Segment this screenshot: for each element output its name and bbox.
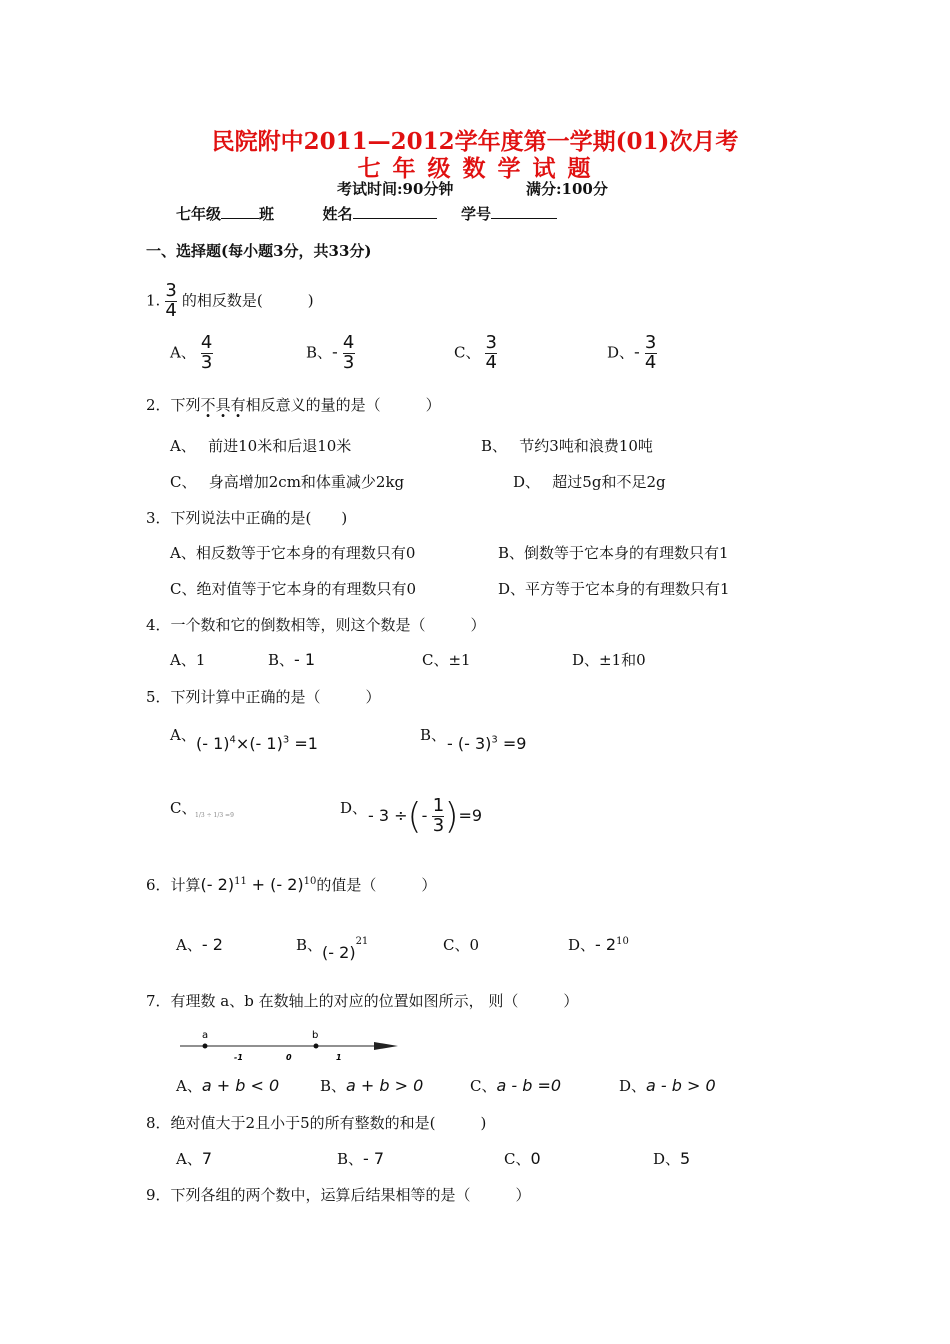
q3-option-b[interactable]: B、倒数等于它本身的有理数只有1 xyxy=(498,544,729,562)
q4-option-b[interactable] xyxy=(268,649,315,670)
q1-opt-d-den: 4 xyxy=(644,351,657,373)
point-b-label: b xyxy=(312,1030,319,1041)
tick-1: 1 xyxy=(336,1053,342,1062)
question-4: 4．一个数和它的倒数相等，则这个数是（ ） xyxy=(146,616,486,634)
question-5: 5．下列计算中正确的是（ ） xyxy=(146,688,381,706)
q1-fraction xyxy=(165,282,177,321)
q6-d-val: - 2 xyxy=(595,935,617,954)
q1-opt-c-label: C、 xyxy=(454,343,481,362)
q1-opt-d-label: D、 xyxy=(607,343,635,362)
q1-opt-a-label: A、 xyxy=(170,343,196,362)
q6-a-val: - 2 xyxy=(201,935,223,954)
q5-option-c-label[interactable]: C、 xyxy=(170,799,197,817)
question-2 xyxy=(146,394,441,415)
q5-option-a-expr xyxy=(196,734,318,753)
point-a-label: a xyxy=(202,1030,209,1041)
q1-opt-c-den: 4 xyxy=(485,351,497,373)
q1-option-c[interactable] xyxy=(454,334,497,373)
full-score: 满分:100分 xyxy=(526,180,608,198)
q8-c-val: 0 xyxy=(530,1149,541,1168)
q5-option-a-label[interactable]: A、 xyxy=(170,726,196,744)
q5-option-b-label[interactable]: B、 xyxy=(420,726,447,744)
q7-option-a[interactable] xyxy=(176,1075,279,1096)
section1-heading: 一、选择题(每小题3分，共33分) xyxy=(146,242,372,260)
q5-a-sup2: 3 xyxy=(282,734,290,746)
q6-option-a[interactable] xyxy=(176,934,223,955)
q7-b-expr: a + b > 0 xyxy=(346,1076,424,1095)
q1-frac-num: 3 xyxy=(165,280,177,301)
q2-text-post: 相反意义的量的是（ ） xyxy=(245,396,441,414)
q1-opt-b-den: 3 xyxy=(342,351,355,373)
q5-d-num: 1 xyxy=(432,795,445,817)
q6-b-label: B、 xyxy=(296,936,323,954)
tick-minus-1: -1 xyxy=(234,1053,243,1062)
q7-b-label: B、 xyxy=(320,1077,347,1095)
q7-c-expr: a - b =0 xyxy=(496,1076,562,1095)
grade-label: 七年级 xyxy=(176,205,222,223)
name-label: 姓名 xyxy=(322,205,353,223)
q5-d-expr: - 3 ÷ xyxy=(368,806,408,825)
question-9: 9．下列各组的两个数中，运算后结果相等的是（ ） xyxy=(146,1186,531,1204)
q1-text: 的相反数是( ) xyxy=(181,291,314,310)
q5-d-inner: - xyxy=(421,806,428,825)
q8-d-label: D、 xyxy=(653,1150,681,1168)
question-3: 3．下列说法中正确的是( ) xyxy=(146,509,348,527)
q2-option-b[interactable]: B、 节约3吨和浪费10吨 xyxy=(481,437,653,455)
q1-opt-a-num: 4 xyxy=(200,332,213,353)
q7-option-b[interactable] xyxy=(320,1075,423,1096)
q5-a-expr2: (- 1) xyxy=(249,734,283,753)
title-line2: 七 年 级 数 学 试 题 xyxy=(357,155,593,182)
q5-b-eq: =9 xyxy=(502,734,527,753)
q1-option-b[interactable] xyxy=(306,334,355,373)
id-label: 学号 xyxy=(460,205,491,223)
question-8: 8．绝对值大于2且小于5的所有整数的和是( ) xyxy=(146,1114,487,1132)
q1-option-d[interactable] xyxy=(607,334,657,373)
q6-a-label: A、 xyxy=(176,936,202,954)
q4-option-a[interactable]: A、1 xyxy=(170,651,206,669)
q6-option-d[interactable] xyxy=(568,934,629,955)
number-line-arrow xyxy=(374,1042,398,1050)
id-blank[interactable] xyxy=(491,204,557,219)
q8-option-b[interactable] xyxy=(337,1148,384,1169)
q6-pre: 6．计算 xyxy=(146,876,201,894)
q5-option-d-expr: - 3 ÷(- $\frac{1}{3}$ )=9 xyxy=(368,795,483,837)
q1-opt-b-num: 4 xyxy=(342,332,355,353)
title-line1: 民院附中2011—2012学年度第一学期(01)次月考 xyxy=(211,128,739,155)
q5-option-d-label[interactable]: D、 xyxy=(340,799,368,817)
q8-b-label: B、 xyxy=(337,1150,364,1168)
q8-a-label: A、 xyxy=(176,1150,202,1168)
q6-b-sup: 21 xyxy=(355,936,369,947)
q5-a-expr1: (- 1) xyxy=(196,734,230,753)
q6-s2: 10 xyxy=(303,876,317,887)
question-6 xyxy=(146,874,436,895)
student-info-row xyxy=(176,203,557,224)
q2-option-a[interactable]: A、 前进10米和后退10米 xyxy=(170,437,352,455)
q6-plus: + xyxy=(251,875,271,894)
q1-opt-b-sign: - xyxy=(332,342,338,362)
q5-d-eq: =9 xyxy=(458,806,483,825)
q1-frac-den: 4 xyxy=(165,299,177,321)
q5-option-b-expr xyxy=(447,734,526,753)
q3-option-c[interactable]: C、绝对值等于它本身的有理数只有0 xyxy=(170,580,417,598)
q8-option-a[interactable] xyxy=(176,1148,212,1169)
q4-opt-b-label: B、 xyxy=(268,651,295,669)
q6-e1: (- 2) xyxy=(200,875,235,894)
point-a xyxy=(203,1044,208,1049)
q6-option-b[interactable] xyxy=(296,934,369,962)
q5-a-sup1: 4 xyxy=(229,734,236,746)
q7-c-label: C、 xyxy=(470,1077,497,1095)
q7-option-d[interactable] xyxy=(619,1075,716,1096)
q8-a-val: 7 xyxy=(201,1149,213,1168)
name-blank[interactable] xyxy=(353,204,437,219)
question-7: 7．有理数 a、b 在数轴上的对应的位置如图所示， 则（ ） xyxy=(146,992,579,1010)
q1-number: 1. xyxy=(146,291,161,310)
q5-d-den: 3 xyxy=(432,815,445,836)
q1-option-a[interactable] xyxy=(170,334,213,373)
q2-option-c[interactable]: C、 身高增加2cm和体重减少2kg xyxy=(170,473,405,491)
q7-option-c[interactable] xyxy=(470,1075,561,1096)
point-b xyxy=(314,1044,319,1049)
q5-a-eq: =1 xyxy=(294,734,318,753)
q1-opt-a-den: 3 xyxy=(200,351,213,373)
q2-emph-3: 有 xyxy=(230,396,246,414)
number-line-figure xyxy=(176,1026,406,1066)
q8-option-d[interactable] xyxy=(653,1148,690,1169)
q2-emph-1: 不 xyxy=(200,396,216,414)
q8-b-val: - 7 xyxy=(363,1149,385,1168)
q6-option-c[interactable]: C、0 xyxy=(443,936,480,954)
q8-option-c[interactable] xyxy=(504,1148,541,1169)
q1-opt-b-label: B、 xyxy=(306,343,333,362)
q2-emph-2: 具 xyxy=(215,396,231,414)
q5-option-c-expr: 1/3 ÷ 1/3 =9 xyxy=(195,812,234,819)
tick-0: 0 xyxy=(286,1053,292,1062)
q7-d-expr: a - b > 0 xyxy=(646,1076,716,1095)
q1-opt-d-num: 3 xyxy=(644,332,657,353)
q4-option-c[interactable]: C、±1 xyxy=(422,651,471,669)
q4-option-d[interactable]: D、±1和0 xyxy=(572,651,646,669)
q8-d-val: 5 xyxy=(680,1149,691,1168)
q6-s1: 11 xyxy=(234,876,247,887)
q7-a-label: A、 xyxy=(176,1077,202,1095)
q1-opt-c-num: 3 xyxy=(485,332,497,353)
q8-c-label: C、 xyxy=(504,1150,531,1168)
q2-text-pre: 2．下列 xyxy=(146,396,201,414)
q5-a-times: × xyxy=(235,734,250,753)
q1-opt-d-sign: - xyxy=(634,342,640,362)
q6-d-label: D、 xyxy=(568,936,596,954)
q3-option-d[interactable]: D、平方等于它本身的有理数只有1 xyxy=(498,580,730,598)
q5-b-expr: - (- 3) xyxy=(447,734,492,753)
q3-option-a[interactable]: A、相反数等于它本身的有理数只有0 xyxy=(170,544,416,562)
q7-a-expr: a + b < 0 xyxy=(201,1076,280,1095)
exam-time: 考试时间:90分钟 xyxy=(337,180,454,198)
class-label: 班 xyxy=(259,205,275,223)
q5-b-sup: 3 xyxy=(491,734,498,746)
q6-b-val: (- 2) xyxy=(322,943,356,962)
q2-option-d[interactable]: D、 超过5g和不足2g xyxy=(513,473,666,491)
q6-d-sup: 10 xyxy=(616,936,629,947)
q4-opt-b-val: - 1 xyxy=(294,650,316,669)
q7-d-label: D、 xyxy=(619,1077,647,1095)
question-1 xyxy=(146,282,314,321)
q6-post: 的值是（ ） xyxy=(316,876,437,894)
q6-e2: (- 2) xyxy=(270,875,304,894)
class-blank[interactable] xyxy=(221,204,259,219)
